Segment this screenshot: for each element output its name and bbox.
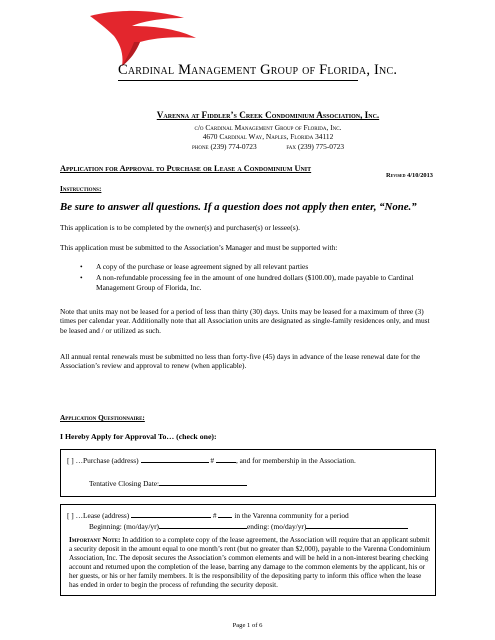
phone-number: (239) 774-0723: [210, 142, 257, 151]
ending-date-field[interactable]: [306, 521, 408, 529]
requirements-list: [60, 262, 438, 294]
fax-number: (239) 775-0723: [297, 142, 345, 151]
association-name: Varenna at Fiddler’s Creek Condominium Association, Inc.: [156, 110, 380, 120]
lease-suffix: in the Varenna community for a period: [232, 511, 349, 520]
questionnaire-heading: Application Questionnaire:: [60, 413, 145, 422]
purchase-option-box: [60, 449, 436, 497]
lease-address-field[interactable]: [131, 510, 211, 518]
note-text: In addition to a complete copy of the lease agreement, the Association will require that an applicant submit a security deposit in the amount equal to one month’s rent (but no greater than $2,000), payable to the Varenna Condominium Association, Inc. The deposit secures the Association’s common elements and will be held in a non-interest bearing checking account and returned upon the completion of the lease, barring any damage to the common elements by the applicant, his or her guests, or his or her family members. It is the responsibility of the depositing party to inform this office when the lease has ended in order to begin the process of refunding the security deposit.: [69, 536, 431, 590]
purchase-address-field[interactable]: [141, 455, 209, 463]
para-renewals: All annual rental renewals must be submitted no less than forty-five (45) days in advance of the lease renewal date for the Association’s review and approval to renew (when applicable).: [60, 352, 421, 371]
logo-wordmark: Cardinal Management Group of Florida, Inc.: [118, 62, 398, 78]
page-number: Page 1 of 6: [232, 622, 263, 629]
care-of-line: c/o Cardinal Management Group of Florida, Inc.: [194, 123, 342, 132]
phone-label: phone: [191, 144, 209, 151]
beginning-label: Beginning: (mo/day/yr): [89, 522, 159, 531]
cardinal-bird-icon: [88, 8, 208, 68]
address-line: 4670 Cardinal Way, Naples, Florida 34112: [202, 132, 334, 141]
purchase-unit-field[interactable]: [216, 455, 236, 463]
phone-line: [110, 142, 426, 151]
fax-label: fax: [286, 144, 297, 151]
form-title: Application for Approval to Purchase or Lease a Condominium Unit: [60, 164, 312, 173]
list-item: • A non-refundable processing fee in the amount of one hundred dollars ($100.00), made payable to Cardinal Management Group of Florida, Inc.: [60, 273, 438, 292]
closing-date-label: Tentative Closing Date:: [89, 479, 160, 488]
purchase-checkbox[interactable]: [ ]: [67, 456, 74, 465]
note-label: Important Note:: [69, 536, 121, 544]
instructions-heading: Instructions:: [60, 184, 102, 193]
purchase-label: …Purchase (address): [75, 456, 139, 465]
beginning-date-field[interactable]: [159, 521, 247, 529]
lease-hash: #: [212, 511, 217, 520]
list-item: • A copy of the purchase or lease agreement signed by all relevant parties: [60, 262, 438, 271]
para-lease-rules: Note that units may not be leased for a period of less than thirty (30) days. Units may be leased for a maximum of three (3) times per calendar year. Additionally note that all Association units are designated as single-family residences only, and must be leased and / or utilized as such.: [60, 307, 430, 335]
logo-underline: [118, 80, 358, 81]
para-submission: This application must be submitted to the Association’s Manager and must be supported with:: [60, 243, 338, 252]
headline: Be sure to answer all questions. If a question does not apply then enter, “None.”: [60, 201, 417, 213]
closing-date-field[interactable]: [159, 478, 247, 486]
lease-checkbox[interactable]: [ ]: [67, 511, 74, 520]
lease-unit-field[interactable]: [218, 510, 232, 518]
purchase-suffix: , and for membership in the Association.: [235, 456, 356, 465]
purchase-hash: #: [210, 456, 215, 465]
revision-date: Revised 4/10/2013: [385, 172, 433, 179]
para-completion: This application is to be completed by the owner(s) and purchaser(s) or lessee(s).: [60, 223, 300, 232]
ending-label: ending: (mo/day/yr): [247, 522, 307, 531]
apply-line: I Hereby Apply for Approval To… (check one):: [60, 432, 217, 441]
important-note: [69, 536, 431, 591]
lease-label: …Lease (address): [75, 511, 130, 520]
lease-option-box: [60, 504, 436, 596]
